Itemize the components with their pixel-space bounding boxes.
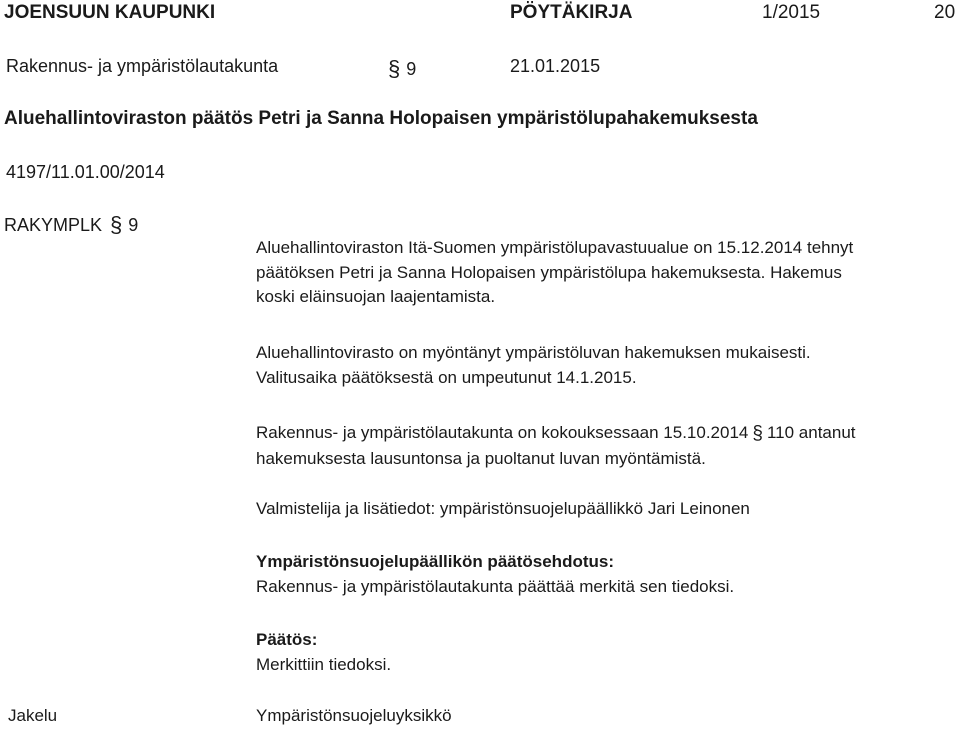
rakymplk-ref	[4, 212, 138, 238]
distribution-label: Jakelu	[8, 706, 58, 725]
section-mark: §	[388, 56, 401, 81]
text-line: hakemuksesta lausuntonsa ja puoltanut luvan myöntämistä.	[256, 448, 706, 468]
preparer-info: Valmistelija ja lisätiedot: ympäristönsuojelupäällikkö Jari Leinonen	[256, 499, 750, 518]
committee-name: Rakennus- ja ympäristölautakunta	[6, 56, 279, 76]
paragraph-3	[256, 421, 856, 471]
section-ref	[380, 56, 416, 82]
section-mark: §	[752, 423, 763, 444]
text-segment: Rakennus- ja ympäristölautakunta on kokouksessaan 15.10.2014	[256, 423, 749, 442]
page-number: 20	[934, 2, 956, 23]
org-name: JOENSUUN KAUPUNKI	[4, 2, 216, 23]
paragraph-2	[256, 341, 811, 390]
meeting-date: 21.01.2015	[510, 56, 601, 76]
text-segment: 110 antanut	[766, 423, 856, 442]
page-title: Aluehallintoviraston päätös Petri ja Sanna Holopaisen ympäristölupahakemuksesta	[4, 108, 758, 129]
document-number: 1/2015	[762, 2, 821, 23]
reference-number: 4197/11.01.00/2014	[6, 162, 165, 182]
proposal-text: Rakennus- ja ympäristölautakunta päättää merkitä sen tiedoksi.	[256, 576, 735, 596]
decision-text: Merkittiin tiedoksi.	[256, 654, 392, 674]
section-number: 9	[406, 59, 417, 79]
decision-heading: Päätös:	[256, 630, 318, 649]
document-type: PÖYTÄKIRJA	[510, 2, 633, 23]
rakymplk-section: 9	[128, 215, 139, 235]
section-mark: §	[110, 212, 123, 237]
rakymplk-label: RAKYMPLK	[4, 215, 103, 235]
proposal-heading: Ympäristönsuojelupäällikön päätösehdotus:	[256, 552, 614, 571]
distribution-recipient: Ympäristönsuojeluyksikkö	[256, 706, 452, 725]
decision-section	[256, 628, 391, 677]
text-line: Aluehallintoviraston Itä-Suomen ympäristölupavastuualue on 15.12.2014 tehnyt	[256, 238, 854, 257]
text-line: Aluehallintovirasto on myöntänyt ympäristöluvan hakemuksen mukaisesti.	[256, 343, 811, 362]
paragraph-1	[256, 236, 853, 310]
proposal-section	[256, 550, 734, 599]
text-line: Valitusaika päätöksestä on umpeutunut 14.1.2015.	[256, 367, 637, 387]
text-line: päätöksen Petri ja Sanna Holopaisen ympäristölupa hakemuksesta. Hakemus	[256, 262, 842, 282]
text-line	[256, 421, 856, 447]
text-line: koski eläinsuojan laajentamista.	[256, 287, 496, 306]
